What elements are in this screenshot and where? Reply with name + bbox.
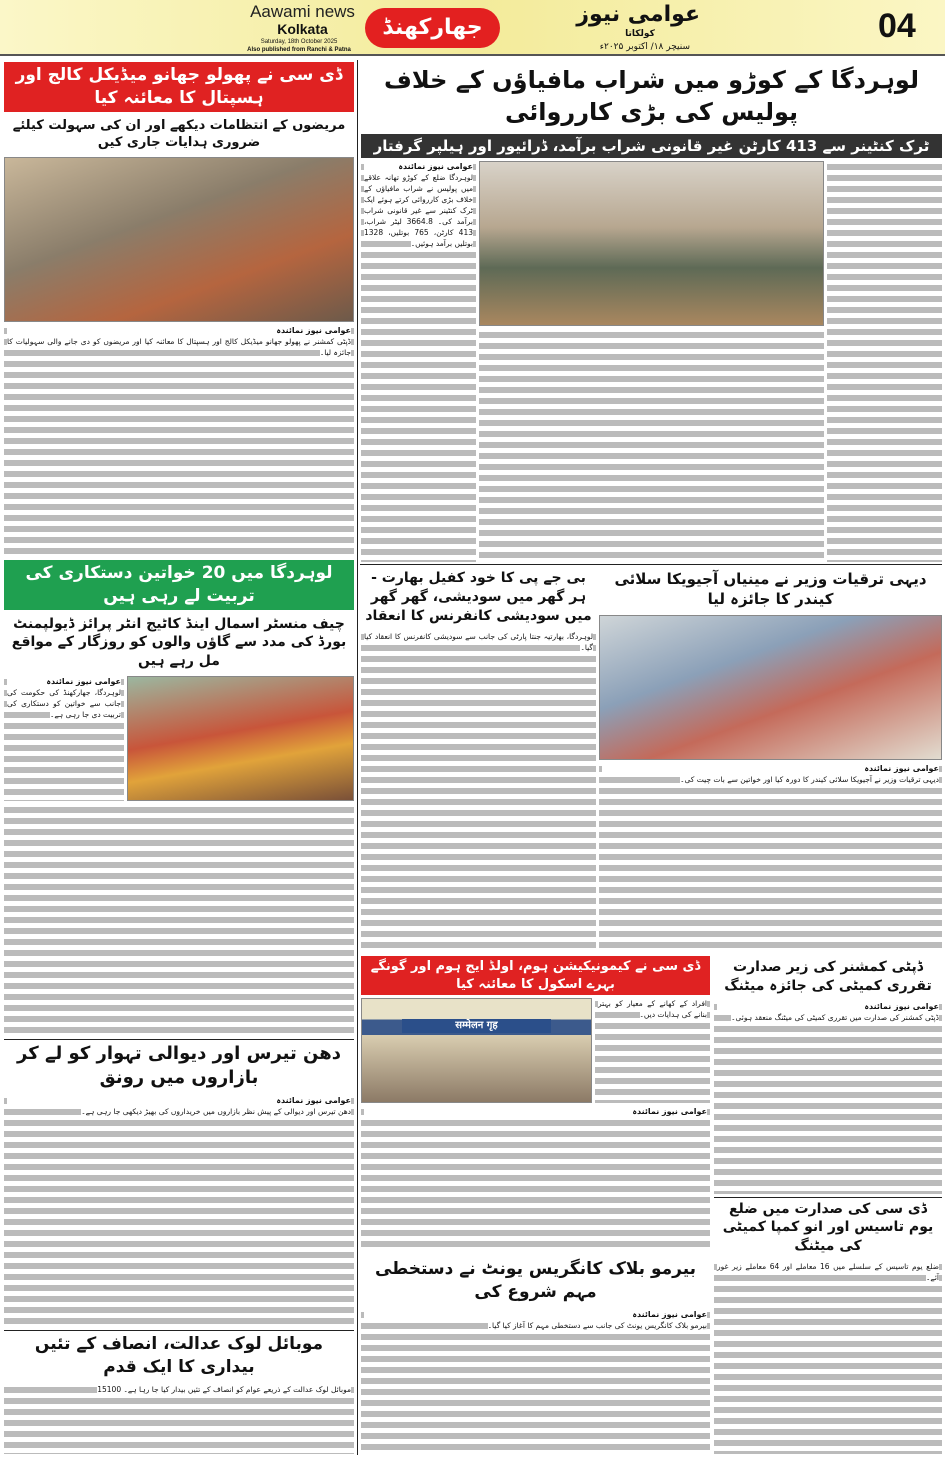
- masthead-editions: Also published from Ranchi & Patna: [247, 47, 351, 53]
- article-body-dc-homes-2: عوامی نیوز نمائندہ: [361, 1106, 710, 1252]
- headline-main-liquor-raid: لوہردگا کے کوڑو میں شراب مافیاؤں کے خلاف پولیس کی بڑی کارروائی: [384, 66, 919, 127]
- byline: عوامی نیوز نمائندہ: [7, 325, 351, 336]
- masthead-city: Kolkata: [277, 21, 328, 37]
- subheadline-hospital: مریضوں کے انتظامات دیکھے اور ان کی سہولت کیلئے ضروری ہدایات جاری کیں: [12, 117, 346, 151]
- logo-city: کولکاتا: [625, 29, 655, 39]
- main-story: [361, 62, 942, 562]
- newspaper-logo: عوامی نیوز: [576, 2, 700, 27]
- dc-homes-story: [361, 956, 710, 1252]
- masthead-date-ur: سنیچر ۱۸/ اکتوبر ۲۰۲۵ء: [599, 42, 690, 52]
- bjp-story: [361, 567, 596, 953]
- column-divider: [357, 60, 358, 1455]
- masthead: [0, 0, 945, 56]
- main-story-columns: [361, 161, 942, 562]
- photo-women-training: [127, 676, 354, 801]
- article-body-appointment: عوامی نیوز نمائندہ ڈپٹی کمشنر کی صدارت میں تقرری کمیٹی کی میٹنگ منعقد ہوئی۔: [714, 1001, 942, 1194]
- divider: [360, 564, 942, 565]
- dc-homes-photo-row: [361, 998, 710, 1103]
- page-number: 04: [878, 7, 916, 45]
- article-body-dc-homes-1: افراد کے کھانے کے معیار کو بہتر بنانے کی ہدایات دیں۔: [595, 998, 710, 1103]
- headline-mobile-court: موبائل لوک عدالت، انصاف کے تئیں بیداری کا ایک قدم: [4, 1330, 354, 1381]
- left-column: [4, 62, 354, 1454]
- photo-hospital-visit: [4, 157, 354, 322]
- congress-story: [361, 1256, 710, 1454]
- women-photo-row: [4, 676, 354, 801]
- minister-story: [599, 567, 942, 953]
- headline-dc-homes: ڈی سی نے کیمونیکیشن ہوم، اولڈ ایج ہوم اور گونگے بہرے اسکول کا معائنہ کیا: [361, 956, 710, 995]
- article-body-women-1: عوامی نیوز نمائندہ لوہردگا، جھارکھنڈ کی حکومت کی جانب سے خواتین کو دستکاری کی تربیت دی جا رہی ہے۔: [4, 676, 124, 801]
- article-body-main-3: [479, 329, 824, 562]
- headline-dhanteras: دھن تیرس اور دیوالی تہوار کو لے کر بازاروں میں رونق: [4, 1039, 354, 1093]
- main-story-center: [479, 161, 824, 562]
- headline-minister: دیہی ترقیات وزیر نے مینیاں آجیویکا سلائی کیندر کا جائزہ لیا: [614, 570, 927, 609]
- article-body-dhanteras: عوامی نیوز نمائندہ دھن تیرس اور دیوالی کے پیش نظر بازاروں میں خریداروں کی بھیڑ دیکھی جا رہی ہے۔: [4, 1095, 354, 1327]
- article-body-main-1: [827, 161, 942, 562]
- article-body-hospital: عوامی نیوز نمائندہ ڈپٹی کمشنر نے پھولو جھانو میڈیکل کالج اور ہسپتال کا معائنہ کیا اور مریضوں کو دی جانے والی سہولیات کا جائزہ لیا۔: [4, 325, 354, 557]
- article-body-congress: عوامی نیوز نمائندہ بیرمو بلاک کانگریس یونٹ کی جانب سے دستخطی مہم کا آغاز کیا گیا۔: [361, 1309, 710, 1454]
- headline-bjp: بی جے پی کا خود کفیل بھارت - ہر گھر میں سودیشی، گھر گھر میں سودیشی کانفرنس کا انعقاد: [365, 570, 592, 624]
- article-body-women-2: [4, 804, 354, 1036]
- photo-sign: सम्मेलन गृह: [402, 1019, 551, 1033]
- right-bottom-column: [714, 956, 942, 1454]
- masthead-title-en: Aawami news: [250, 2, 355, 21]
- article-body-bjp: لوہردگا، بھارتیہ جنتا پارٹی کی جانب سے سودیشی کانفرنس کا انعقاد کیا گیا۔: [361, 631, 596, 953]
- photo-minister-visit: [599, 615, 942, 760]
- article-body-mobile-court: موبائل لوک عدالت کے ذریعے عوام کو انصاف کے تئیں بیدار کیا جا رہا ہے۔ 15100: [4, 1384, 354, 1454]
- article-body-main-2: عوامی نیوز نمائندہ لوہردگا ضلع کے کوڑو تھانہ علاقے میں پولیس نے شراب مافیاؤں کے خلاف بڑی کارروائی کرتے ہوئے ایک ٹرک کنٹینر سے غیر قانونی شراب برآمد کی۔ 3664.8 لیٹر شراب، 413 کارٹن، 765 بوتلیں، 1328 بوتلیں برآمد ہوئیں۔: [361, 161, 476, 562]
- photo-police-press: [479, 161, 824, 326]
- masthead-date-en: Saturday, 18th October 2025: [260, 39, 338, 45]
- photo-community-hall: [361, 998, 592, 1103]
- subheadline-main: ٹرک کنٹینر سے 413 کارٹن غیر قانونی شراب برآمد، ڈرائیور اور ہیلپر گرفتار: [361, 134, 942, 158]
- subheadline-women-training: چیف منسٹر اسمال اینڈ کاٹیج انٹر پرائز ڈیولپمنٹ بورڈ کی مدد سے گاؤں والوں کو روزگار کے مواقع مل رہے ہیں: [11, 615, 347, 670]
- headline-district-meeting: ڈی سی کی صدارت میں ضلع یوم تاسیس اور انو کمپا کمیٹی کی میٹنگ: [714, 1197, 942, 1259]
- headline-hospital: ڈی سی نے پھولو جھانو میڈیکل کالج اور ہسپتال کا معائنہ کیا: [4, 62, 354, 112]
- section-badge: جھارکھنڈ: [365, 8, 500, 48]
- headline-congress: بیرمو بلاک کانگریس یونٹ نے دستخطی مہم شروع کی: [374, 1259, 697, 1302]
- headline-appointment-committee: ڈپٹی کمشنر کی زیر صدارت تقرری کمیٹی کی جائزہ میٹنگ: [724, 959, 932, 994]
- article-body-minister: عوامی نیوز نمائندہ دیہی ترقیات وزیر نے آجیویکا سلائی کیندر کا دورہ کیا اور خواتین سے بات چیت کی۔: [599, 763, 942, 954]
- article-body-district-meeting: ضلع یوم تاسیس کے سلسلے میں 16 معاملے اور 64 معاملے زیر غور آئے۔: [714, 1261, 942, 1454]
- headline-women-training: لوہردگا میں 20 خواتین دستکاری کی تربیت لے رہی ہیں: [4, 560, 354, 610]
